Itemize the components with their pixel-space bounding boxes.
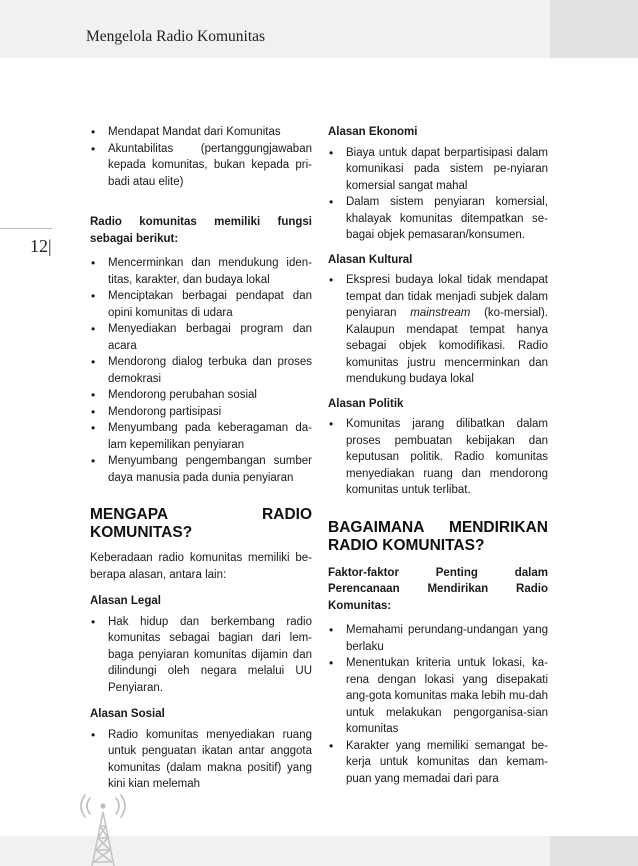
list-item: • Komunitas jarang dilibatkan dalam proses pembuatan kebijakan dan keputusan politik. Radio komunitas menyediakan ruang dan mendorong komunitas untuk terlibat. (328, 416, 548, 499)
list-item: • Karakter yang memiliki semangat be-kerja untuk komunitas dan kemam-puan yang memadai dari para (328, 738, 548, 788)
list-item (328, 272, 548, 388)
list-item: • Dalam sistem penyiaran komersial, khalayak komunitas ditempatkan se-bagai objek pemasaran/konsumen. (328, 194, 548, 244)
cultural-list (328, 272, 548, 388)
legal-list (90, 614, 312, 697)
list-item: • Menyumbang pengembangan sumber daya manusia pada dunia penyiaran (90, 453, 312, 486)
section-heading-how: BAGAIMANA MENDIRIKAN RADIO KOMUNITAS? (328, 518, 548, 554)
why-intro: Keberadaan radio komunitas memiliki be-berapa alasan, antara lain: (90, 552, 312, 581)
header-corner-box (550, 0, 638, 58)
list-item: • Memahami perundang-undangan yang berlaku (328, 622, 548, 655)
section-heading-why: MENGAPA RADIO KOMUNITAS? (90, 506, 312, 541)
cultural-text-pre: Ekspresi budaya lokal tidak mendapat tempat dan tidak menjadi subjek dalam penyiaran (346, 274, 548, 319)
list-item: • Mendorong perubahan sosial (90, 387, 312, 404)
list-item: • Mendorong partisipasi (90, 404, 312, 421)
list-item: • Mendorong dialog terbuka dan proses demokrasi (90, 354, 312, 387)
page-number: 12| (30, 236, 52, 256)
cultural-text-emphasis: mainstream (410, 307, 471, 319)
list-item: • Akuntabilitas (pertanggungjawaban kepada komunitas, bukan kepada pri-badi atau elite) (90, 141, 312, 191)
list-item: • Menyumbang pada keberagaman da-lam kepemilikan penyiaran (90, 420, 312, 453)
political-list (328, 416, 548, 499)
political-heading: Alasan Politik (328, 397, 404, 410)
economic-list (328, 145, 548, 244)
factors-heading: Faktor-faktor Penting dalam Perencanaan Mendirikan Radio Komunitas: (328, 566, 548, 612)
cultural-text-post: (ko-mersial). Kalaupun mendapat tempat hanya sebagai objek komodifikasi. Radio komunitas justru mencerminkan dan mendukung budaya lokal (346, 307, 548, 385)
list-item: • Menciptakan berbagai pendapat dan opini komunitas di udara (90, 288, 312, 321)
cultural-heading: Alasan Kultural (328, 253, 413, 266)
footer-corner-box (550, 836, 638, 866)
factors-list (328, 622, 548, 787)
list-item: • Menyediakan berbagai program dan acara (90, 321, 312, 354)
list-item: • Biaya untuk dapat berpartisipasi dalam komunikasi pada sistem pe-nyiaran komersial sangat mahal (328, 145, 548, 195)
side-rule (0, 228, 52, 229)
list-item: • Radio komunitas menyediakan ruang untuk penguatan ikatan antar anggota komunitas (dalam makna positif) yang kini kian melemah (90, 727, 312, 793)
list-item: • Mendapat Mandat dari Komunitas (90, 124, 312, 141)
list-item: • Mencerminkan dan mendukung iden-titas, karakter, dan budaya lokal (90, 255, 312, 288)
social-list (90, 727, 312, 793)
intro-list (90, 124, 312, 190)
running-head: Mengelola Radio Komunitas (86, 28, 266, 45)
social-heading: Alasan Sosial (90, 708, 165, 720)
list-item: • Menentukan kriteria untuk lokasi, ka-rena dengan lokasi yang disepakati ang-gota komunitas maka lebih mu-dah untuk melakukan pengorganisa-sian komunitas (328, 655, 548, 738)
radio-tower-icon (76, 792, 130, 866)
list-item: • Hak hidup dan berkembang radio komunitas sebagai bagian dari lem-baga penyiaran komunitas dijamin dan dilindungi oleh negara melalui UU Penyiaran. (90, 614, 312, 697)
economic-heading: Alasan Ekonomi (328, 126, 418, 138)
left-column (90, 124, 312, 793)
legal-heading: Alasan Legal (90, 595, 161, 607)
right-column (328, 124, 548, 787)
functions-list (90, 255, 312, 486)
functions-heading: Radio komunitas memiliki fungsi sebagai berikut: (90, 216, 312, 245)
